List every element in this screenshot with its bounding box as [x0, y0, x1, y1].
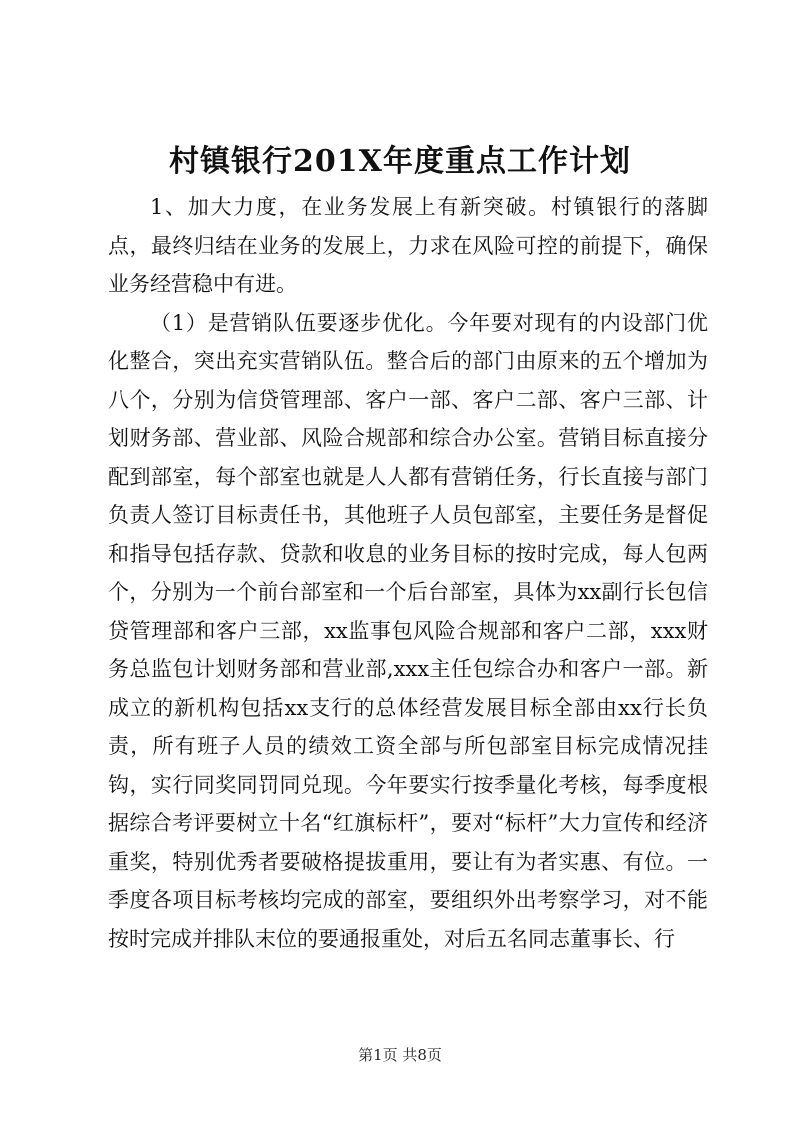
document-body: [108, 188, 708, 958]
paragraph-1: 1、加大力度，在业务发展上有新突破。村镇银行的落脚点，最终归结在业务的发展上，力求在风险可控的前提下，确保业务经营稳中有进。: [108, 195, 708, 296]
document-title: 村镇银行201X年度重点工作计划: [169, 144, 631, 179]
paragraph-2: （1）是营销队伍要逐步优化。今年要对现有的内设部门优化整合，突出充实营销队伍。整合后的部门由原来的五个增加为八个，分别为信贷管理部、客户一部、客户二部、客户三部、计划财务部、营业部、风险合规部和综合办公室。营销目标直接分配到部室，每个部室也就是人人都有营销任务，行长直接与部门负责人签订目标责任书，其他班子人员包部室，主要任务是督促和指导包括存款、贷款和收息的业务目标的按时完成，每人包两个，分别为一个前台部室和一个后台部室，具体为xx副行长包信贷管理部和客户三部，xx监事包风险合规部和客户二部，xxx财务总监包计划财务部和营业部,xxx主任包综合办和客户一部。新成立的新机构包括xx支行的总体经营发展目标全部由xx行长负责，所有班子人员的绩效工资全部与所包部室目标完成情况挂钩，实行同奖同罚同兑现。今年要实行按季量化考核，每季度根据综合考评要树立十名“红旗标杆”，要对“标杆”大力宣传和经济重奖，特别优秀者要破格提拔重用，要让有为者实惠、有位。一季度各项目标考核均完成的部室，要组织外出考察学习，对不能按时完成并排队末位的要通报重处，对后五名同志董事长、行: [108, 310, 708, 951]
page-footer: 第1页 共8页: [358, 1046, 442, 1064]
